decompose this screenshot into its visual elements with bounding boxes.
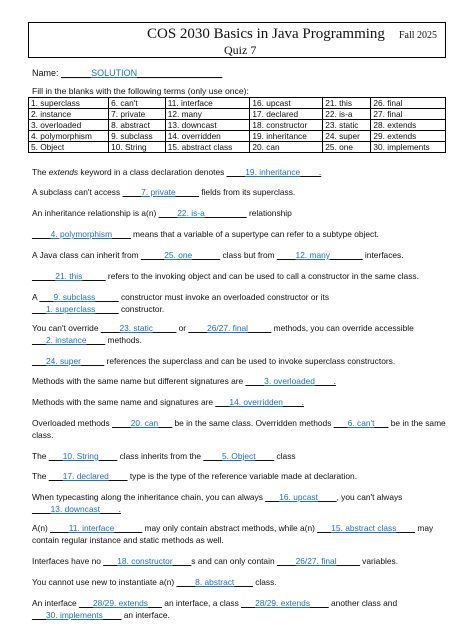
q8-blank-2-post: _____ — [248, 323, 272, 333]
q16-text-i: may contain regular instance and static methods as well. — [32, 523, 434, 545]
q1-answer: 19. inheritance — [245, 167, 301, 177]
term-cell: 26. final — [371, 98, 446, 109]
q2-text-a: A subclass can't access — [32, 187, 123, 197]
q15-blank-1-post: ____ — [317, 492, 337, 502]
q3-blank-pre: ____ — [158, 208, 178, 218]
q12-blank-2-post: ___ — [374, 418, 389, 428]
q2-text-e: fields from its superclass. — [198, 187, 296, 197]
table-row — [29, 98, 446, 109]
question-8 — [32, 322, 446, 346]
q18-text-e: class. — [252, 577, 277, 587]
question-10 — [32, 375, 446, 387]
question-17 — [32, 555, 446, 567]
q16-blank-1-pre: ____ — [50, 523, 69, 533]
q10-text-a: Methods with the same name but different signatures are — [32, 376, 246, 386]
q12-blank-1-pre: ____ — [112, 418, 131, 428]
q15-answer-2: 13. downcast — [50, 504, 100, 514]
q1-keyword: extends — [48, 167, 79, 177]
q17-blank-2-post: _____ — [336, 556, 360, 566]
term-cell: 18. constructor — [250, 120, 323, 131]
q16-answer-1: 11. interface — [68, 523, 115, 533]
q13-text-e: class inherits from the — [117, 451, 204, 461]
q19-answer-3: 30. implements — [45, 610, 103, 620]
terms-table — [28, 97, 446, 153]
q7-answer-1: 9. subclass — [53, 292, 96, 302]
q9-answer: 24. super — [45, 356, 81, 366]
q16-text-a: A(n) — [32, 523, 51, 533]
q13-text-a: The — [32, 451, 49, 461]
q3-text-e: relationship — [246, 208, 292, 218]
term-cell: 15. abstract class — [165, 142, 250, 153]
q11-answer: 14. overridden — [229, 397, 283, 407]
instructions: Fill in the blanks with the following terms (only use once): — [32, 86, 249, 96]
name-blank-post: _________________ — [137, 68, 223, 78]
q7-answer-2: 1. superclass — [45, 304, 96, 314]
q1-text-c: keyword in a class declaration denotes — [78, 167, 227, 177]
name-blank-pre: ______ — [61, 68, 92, 78]
term-cell: 29. extends — [371, 131, 446, 142]
q11-blank-pre: ___ — [215, 397, 230, 407]
q19-blank-2-post: ____ — [310, 598, 329, 608]
q16-blank-1-post: ______ — [114, 523, 143, 533]
q8-text-m: methods. — [105, 335, 142, 345]
question-13 — [32, 450, 446, 462]
q12-text-a: Overloaded methods — [32, 418, 113, 428]
q4-text-d: means that a variable of a supertype can refer to a subtype object. — [130, 229, 379, 239]
q8-blank-1-pre: ____ — [100, 323, 120, 333]
q1-blank-post: ____. — [300, 167, 322, 177]
q15-text-a: When typecasting along the inheritance chain, you can always — [32, 492, 266, 502]
term-cell: 8. abstract — [109, 120, 166, 131]
term-cell: 7. private — [109, 109, 166, 120]
table-row — [29, 120, 446, 131]
name-label: Name: — [32, 68, 59, 78]
question-1 — [32, 166, 446, 178]
name-value: SOLUTION — [91, 68, 138, 78]
q19-blank-2-pre: ___ — [241, 598, 256, 608]
q15-text-e: , you can't always — [336, 492, 403, 502]
q17-blank-1-pre: ___ — [103, 556, 118, 566]
q16-text-e: may only contain abstract methods, while a(n) — [142, 523, 318, 533]
term-cell: 6. can't — [109, 98, 166, 109]
q8-text-i: methods, you can override accessible — [271, 323, 414, 333]
q7-blank-2-pre: ___ — [32, 304, 46, 314]
q7-text-i: constructor. — [118, 304, 165, 314]
q4-blank-pre: ____ — [32, 229, 51, 239]
q17-answer-2: 26/27. final — [295, 556, 337, 566]
q2-blank-pre: ____ — [122, 187, 142, 197]
term-cell: 9. subclass — [109, 131, 166, 142]
question-15 — [32, 491, 446, 515]
term-label: Fall 2025 — [399, 30, 438, 41]
q8-text-e: or — [176, 323, 189, 333]
question-14 — [32, 470, 446, 482]
q19-answer-1: 28/29. extends — [93, 598, 148, 608]
q12-answer-1: 20. can — [130, 418, 159, 428]
q13-blank-2-post: ____ — [255, 451, 275, 461]
q14-text-e: type is the type of the reference variable made at declaration. — [127, 471, 358, 481]
q13-blank-1-pre: ___ — [48, 451, 63, 461]
q5-blank-1-post: ______ — [192, 250, 221, 260]
q15-blank-2-pre: ____ — [32, 504, 51, 514]
q1-blank-pre: ____ — [226, 167, 246, 177]
q2-answer: 7. private — [141, 187, 176, 197]
question-4 — [32, 228, 446, 240]
q12-blank-2-pre: ___ — [333, 418, 348, 428]
term-cell: 16. upcast — [250, 98, 323, 109]
q3-text-a: An inheritance relationship is a(n) — [32, 208, 159, 218]
q17-text-e: s and can only contain — [191, 556, 277, 566]
q8-blank-1-post: _____ — [152, 323, 177, 333]
q6-text-d: refers to the invoking object and can be used to call a constructor in the same class. — [105, 271, 419, 281]
q15-answer-1: 16. upcast — [279, 492, 318, 502]
course-title: COS 2030 Basics in Java Programming — [147, 26, 385, 42]
q18-blank-pre: ____ — [176, 577, 196, 587]
q7-blank-1-post: _____ — [95, 292, 119, 302]
term-cell: 19. inheritance — [250, 131, 323, 142]
q8-answer-1: 23. static — [119, 323, 153, 333]
q5-answer-2: 12. many — [295, 250, 330, 260]
term-cell: 4. polymorphism — [29, 131, 109, 142]
question-16 — [32, 522, 446, 546]
q16-blank-2-pre: ___ — [317, 523, 332, 533]
q12-text-i: be in the same class. — [32, 418, 446, 440]
q16-blank-2-post: ____ — [396, 523, 416, 533]
question-19 — [32, 597, 446, 621]
q6-blank-post: _____ — [82, 271, 106, 281]
q3-blank-post: _________ — [204, 208, 247, 218]
question-7 — [32, 291, 446, 315]
q17-text-i: variables. — [359, 556, 399, 566]
q8-text-a: You can't override — [32, 323, 101, 333]
q14-blank-post: ____ — [108, 471, 128, 481]
q18-answer: 8. abstract — [195, 577, 235, 587]
q17-answer-1: 18. constructor — [117, 556, 173, 566]
term-cell: 25. one — [323, 142, 371, 153]
q10-blank-pre: ____ — [245, 376, 265, 386]
q3-answer: 22. is-a — [177, 208, 205, 218]
term-cell: 10. String — [109, 142, 166, 153]
term-cell: 12. many — [165, 109, 250, 120]
term-cell: 2. instance — [29, 109, 109, 120]
q11-text-a: Methods with the same name and signatures are — [32, 397, 216, 407]
term-cell: 21. this — [323, 98, 371, 109]
q19-text-a: An interface — [32, 598, 80, 608]
term-cell: 20. can — [250, 142, 323, 153]
term-cell: 28. extends — [371, 120, 446, 131]
term-cell: 3. overloaded — [29, 120, 109, 131]
q10-answer: 3. overloaded — [264, 376, 315, 386]
q14-answer: 17. declared — [62, 471, 109, 481]
q8-blank-3-post: ____ — [86, 335, 106, 345]
question-12 — [32, 417, 446, 441]
question-2 — [32, 186, 446, 198]
q8-answer-2: 26/27. final — [207, 323, 249, 333]
q17-blank-1-post: ____ — [172, 556, 192, 566]
term-cell: 30. implements — [371, 142, 446, 153]
q11-blank-post: ____. — [282, 397, 304, 407]
q14-blank-pre: ___ — [48, 471, 63, 481]
q4-answer: 4. polymorphism — [50, 229, 113, 239]
table-row — [29, 109, 446, 120]
q9-blank-post: _____ — [80, 356, 105, 366]
q6-blank-pre: _____ — [32, 271, 56, 281]
question-9 — [32, 355, 446, 367]
term-cell: 1. superclass — [29, 98, 109, 109]
question-3 — [32, 207, 446, 219]
question-6 — [32, 270, 446, 282]
name-row — [32, 68, 222, 78]
q6-answer: 21. this — [55, 271, 83, 281]
q5-text-e: class but from — [220, 250, 277, 260]
q7-blank-1-pre: ___ — [39, 292, 54, 302]
q19-answer-2: 28/29. extends — [255, 598, 311, 608]
q18-text-a: You cannot use new to instantiate a(n) — [32, 577, 177, 587]
q7-blank-2-post: _____ — [95, 304, 119, 314]
q12-text-e: be in the same class. Overridden methods — [172, 418, 334, 428]
q19-text-e: an interface, a class — [161, 598, 242, 608]
question-5 — [32, 249, 446, 261]
q5-blank-1-pre: _____ — [140, 250, 165, 260]
q5-answer-1: 25. one — [164, 250, 193, 260]
quiz-label: Quiz 7 — [224, 43, 257, 57]
q8-blank-2-pre: ____ — [188, 323, 208, 333]
q19-text-m: an interface. — [121, 610, 170, 620]
q19-blank-3-pre: ___ — [32, 610, 46, 620]
q19-blank-3-post: ____ — [102, 610, 122, 620]
q12-answer-2: 6. can't — [347, 418, 375, 428]
term-cell: 17. declared — [250, 109, 323, 120]
q2-blank-post: _____ — [175, 187, 199, 197]
q12-blank-1-post: ___ — [158, 418, 173, 428]
q19-blank-1-post: ___ — [147, 598, 162, 608]
q14-text-a: The — [32, 471, 49, 481]
q5-blank-2-post: _______ — [330, 250, 363, 260]
q13-answer-2: 5. Object — [222, 451, 256, 461]
q5-text-a: A Java class can inherit from — [32, 250, 141, 260]
term-cell: 14. overridden — [165, 131, 250, 142]
q13-blank-1-post: ____ — [98, 451, 118, 461]
table-row — [29, 142, 446, 153]
q1-text-a: The — [32, 167, 49, 177]
q8-blank-3-pre: ___ — [32, 335, 46, 345]
term-cell: 23. static — [323, 120, 371, 131]
question-18 — [32, 576, 446, 588]
q8-answer-3: 2. instance — [45, 335, 87, 345]
q19-text-i: another class and — [328, 598, 398, 608]
term-cell: 27. final — [371, 109, 446, 120]
q13-text-i: class — [274, 451, 296, 461]
q13-blank-2-pre: ____ — [203, 451, 222, 461]
q9-blank-pre: ___ — [32, 356, 46, 366]
q17-blank-2-pre: ____ — [276, 556, 296, 566]
q7-text-e: constructor must invoke an overloaded constructor or its — [118, 292, 330, 302]
table-row — [29, 131, 446, 142]
q19-blank-1-pre: ___ — [79, 598, 94, 608]
term-cell: 13. downcast — [165, 120, 250, 131]
q18-blank-post: ____ — [234, 577, 253, 587]
term-cell: 11. interface — [165, 98, 250, 109]
q16-answer-2: 15. abstract class — [331, 523, 397, 533]
term-cell: 24. super — [323, 131, 371, 142]
q7-text-a: A — [32, 292, 40, 302]
q5-text-i: interfaces. — [362, 250, 404, 260]
q17-text-a: Interfaces have no — [32, 556, 104, 566]
q4-blank-post: ____ — [112, 229, 131, 239]
term-cell: 5. Object — [29, 142, 109, 153]
question-11 — [32, 396, 446, 408]
q5-blank-2-pre: ____ — [276, 250, 296, 260]
q13-answer-1: 10. String — [62, 451, 99, 461]
header-box — [28, 22, 446, 58]
q9-text-d: references the superclass and can be used to invoke superclass constructors. — [104, 356, 396, 366]
q15-blank-2-post: ____. — [100, 504, 121, 514]
q10-blank-post: ____. — [314, 376, 336, 386]
term-cell: 22. is-a — [323, 109, 371, 120]
q15-blank-1-pre: ___ — [265, 492, 280, 502]
